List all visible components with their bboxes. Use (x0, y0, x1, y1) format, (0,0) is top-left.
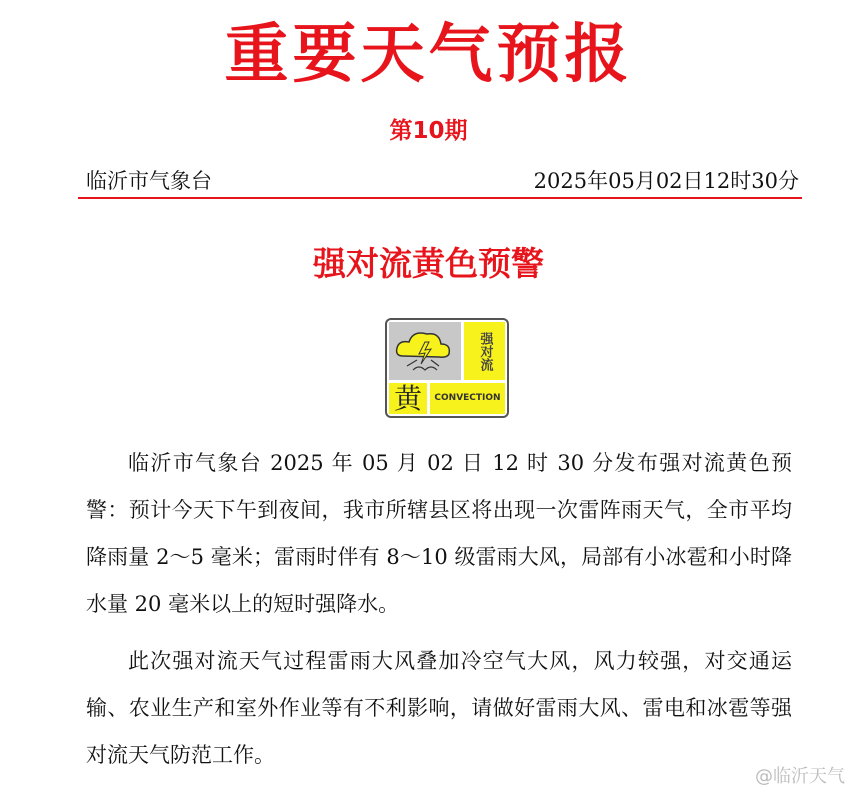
warning-body (86, 440, 792, 628)
warning-level-label: 黄 (389, 383, 427, 414)
warning-type-label: 强对流 (464, 322, 505, 380)
warning-icon (385, 318, 509, 418)
warning-title: 强对流黄色预警 (313, 244, 544, 283)
paragraph: 临沂市气象台 2025 年 05 月 02 日 12 时 30 分发布强对流黄色预警：预计今天下午到夜间，我市所辖县区将出现一次雷阵雨天气，全市平均降雨量 2～5 毫米；雷雨时伴有 8～10 级雷雨大风，局部有小冰雹和小时降水量 20 毫米以上的短时强降水。 (86, 451, 792, 616)
header-divider (78, 197, 802, 199)
issue-datetime: 2025年05月02日12时30分 (533, 169, 799, 193)
thunderstorm-cloud-icon (389, 322, 461, 380)
warning-english-label: CONVECTION (430, 383, 505, 414)
issuing-organization: 临沂市气象台 (86, 169, 212, 193)
paragraph: 此次强对流天气过程雷雨大风叠加冷空气大风，风力较强，对交通运输、农业生产和室外作业等有不利影响，请做好雷雨大风、雷电和冰雹等强对流天气防范工作。 (86, 649, 792, 767)
document-title: 重要天气预报 (224, 18, 633, 92)
watermark: @临沂天气 (755, 766, 845, 787)
issue-number: 第10期 (389, 118, 468, 144)
warning-advice (86, 638, 792, 779)
